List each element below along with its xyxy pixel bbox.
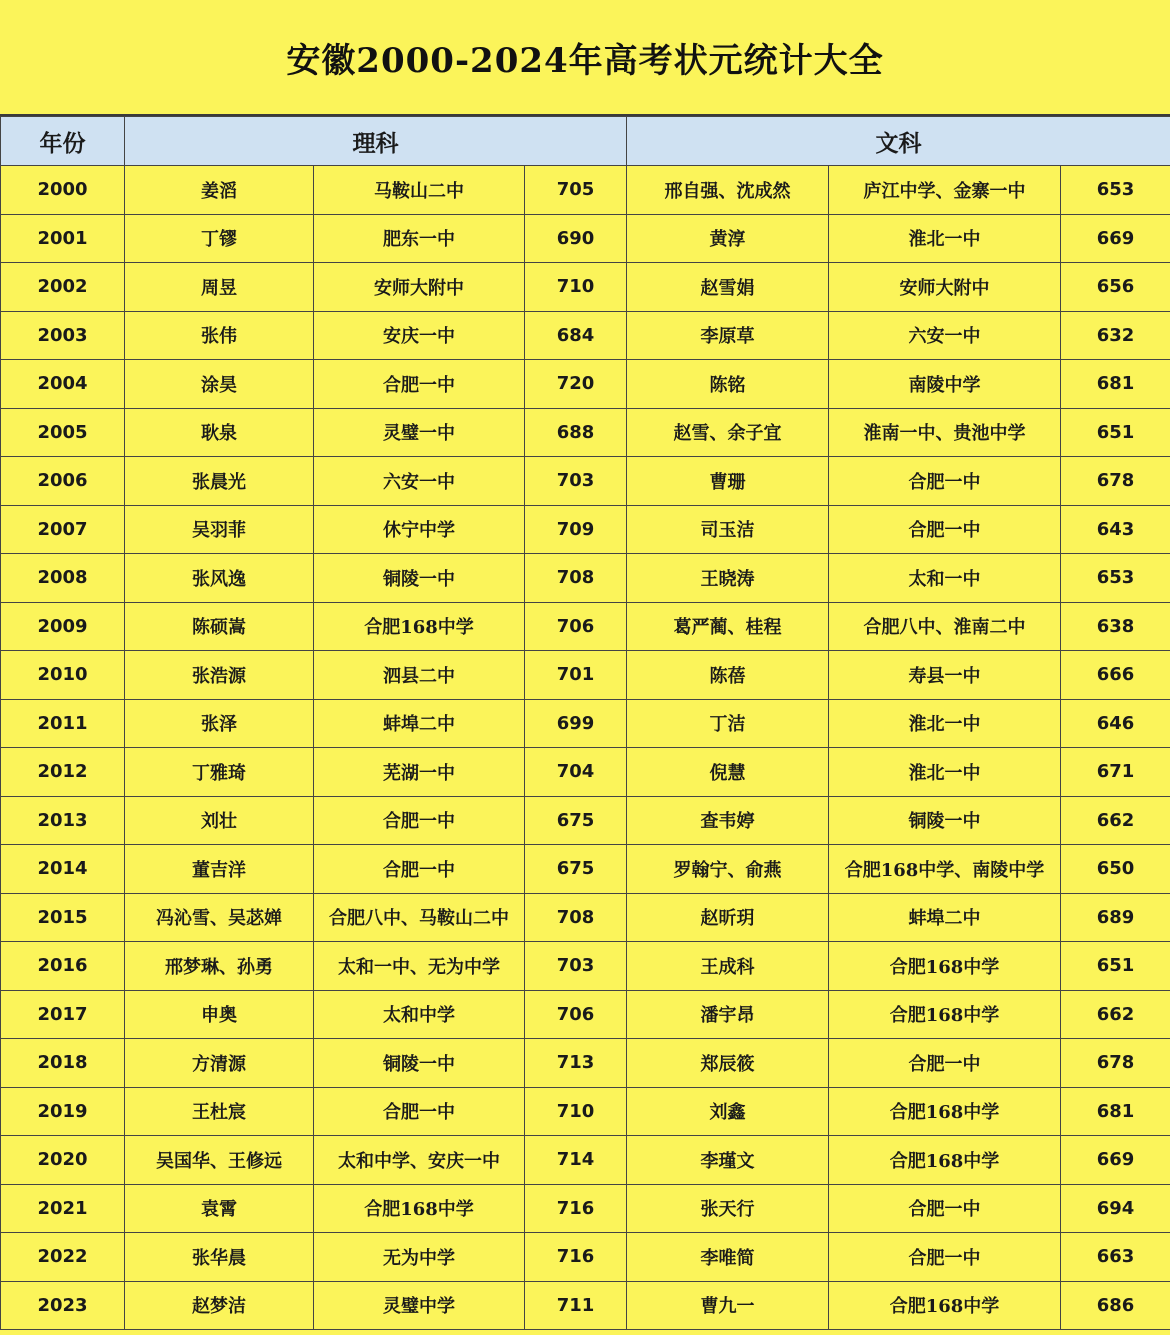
page-title: 安徽2000-2024年高考状元统计大全 [286,40,884,81]
table-row [1,263,1170,312]
table-row [1,990,1170,1039]
science-score-cell: 709 [525,505,627,554]
science-school-cell: 合肥一中 [314,845,525,894]
arts-score-cell: 689 [1061,893,1170,942]
arts-school-cell: 合肥一中 [829,1233,1061,1282]
header-row [1,117,1170,166]
year-cell: 2013 [1,796,125,845]
table-row [1,1087,1170,1136]
science-name-cell: 申奥 [125,990,314,1039]
year-cell: 2000 [1,166,125,215]
science-school-cell: 休宁中学 [314,505,525,554]
table-body [1,166,1170,1330]
science-score-cell: 688 [525,408,627,457]
year-cell: 2002 [1,263,125,312]
year-cell: 2014 [1,845,125,894]
science-score-cell: 714 [525,1136,627,1185]
science-name-cell: 陈硕嵩 [125,602,314,651]
arts-score-cell: 643 [1061,505,1170,554]
arts-name-cell: 刘鑫 [627,1087,829,1136]
table-row [1,796,1170,845]
science-score-cell: 710 [525,1087,627,1136]
arts-name-cell: 司玉洁 [627,505,829,554]
science-name-cell: 吴国华、王修远 [125,1136,314,1185]
title-bar [0,0,1170,116]
arts-name-cell: 罗翰宁、俞燕 [627,845,829,894]
arts-school-cell: 庐江中学、金寨一中 [829,166,1061,215]
arts-school-cell: 合肥168中学、南陵中学 [829,845,1061,894]
science-school-cell: 太和中学 [314,990,525,1039]
arts-name-cell: 李原草 [627,311,829,360]
arts-school-cell: 合肥168中学 [829,1087,1061,1136]
science-score-cell: 684 [525,311,627,360]
science-score-cell: 708 [525,554,627,603]
year-cell: 2011 [1,699,125,748]
science-name-cell: 张泽 [125,699,314,748]
arts-school-cell: 淮南一中、贵池中学 [829,408,1061,457]
arts-name-cell: 郑辰筱 [627,1039,829,1088]
science-name-cell: 董吉洋 [125,845,314,894]
arts-score-cell: 646 [1061,699,1170,748]
arts-school-cell: 六安一中 [829,311,1061,360]
year-cell: 2012 [1,748,125,797]
arts-school-cell: 合肥168中学 [829,990,1061,1039]
arts-school-cell: 淮北一中 [829,748,1061,797]
table-row [1,1184,1170,1233]
science-name-cell: 袁霄 [125,1184,314,1233]
arts-name-cell: 张天行 [627,1184,829,1233]
science-score-cell: 711 [525,1281,627,1330]
science-school-cell: 合肥一中 [314,1087,525,1136]
table-row [1,942,1170,991]
arts-score-cell: 653 [1061,554,1170,603]
table-row [1,166,1170,215]
science-score-cell: 710 [525,263,627,312]
arts-school-cell: 合肥168中学 [829,942,1061,991]
arts-score-cell: 686 [1061,1281,1170,1330]
arts-score-cell: 678 [1061,1039,1170,1088]
year-cell: 2001 [1,214,125,263]
table-row [1,1039,1170,1088]
arts-name-cell: 李瑾文 [627,1136,829,1185]
arts-name-cell: 曹九一 [627,1281,829,1330]
arts-score-cell: 651 [1061,408,1170,457]
arts-name-cell: 曹珊 [627,457,829,506]
science-score-cell: 704 [525,748,627,797]
science-school-cell: 安师大附中 [314,263,525,312]
year-cell: 2017 [1,990,125,1039]
science-school-cell: 合肥168中学 [314,1184,525,1233]
science-school-cell: 太和中学、安庆一中 [314,1136,525,1185]
science-school-cell: 芜湖一中 [314,748,525,797]
arts-score-cell: 678 [1061,457,1170,506]
science-score-cell: 713 [525,1039,627,1088]
results-table [0,116,1170,1330]
year-cell: 2019 [1,1087,125,1136]
arts-score-cell: 681 [1061,1087,1170,1136]
science-name-cell: 姜滔 [125,166,314,215]
table-row [1,360,1170,409]
science-school-cell: 蚌埠二中 [314,699,525,748]
year-cell: 2010 [1,651,125,700]
arts-score-cell: 632 [1061,311,1170,360]
science-name-cell: 张晨光 [125,457,314,506]
arts-name-cell: 丁洁 [627,699,829,748]
arts-score-cell: 694 [1061,1184,1170,1233]
arts-school-cell: 蚌埠二中 [829,893,1061,942]
arts-name-cell: 潘宇昂 [627,990,829,1039]
science-name-cell: 赵梦洁 [125,1281,314,1330]
arts-school-cell: 铜陵一中 [829,796,1061,845]
arts-name-cell: 邢自强、沈成然 [627,166,829,215]
table-row [1,1233,1170,1282]
table-row [1,214,1170,263]
science-score-cell: 716 [525,1184,627,1233]
table-row [1,651,1170,700]
arts-score-cell: 653 [1061,166,1170,215]
science-name-cell: 方清源 [125,1039,314,1088]
arts-score-cell: 662 [1061,990,1170,1039]
science-name-cell: 丁雅琦 [125,748,314,797]
arts-school-cell: 合肥八中、淮南二中 [829,602,1061,651]
year-cell: 2023 [1,1281,125,1330]
arts-name-cell: 赵雪娟 [627,263,829,312]
arts-school-cell: 合肥168中学 [829,1281,1061,1330]
arts-score-cell: 669 [1061,1136,1170,1185]
arts-school-cell: 合肥一中 [829,1184,1061,1233]
science-school-cell: 马鞍山二中 [314,166,525,215]
header-arts: 文科 [627,117,1170,166]
science-school-cell: 太和一中、无为中学 [314,942,525,991]
table-row [1,311,1170,360]
year-cell: 2020 [1,1136,125,1185]
arts-name-cell: 王成科 [627,942,829,991]
year-cell: 2003 [1,311,125,360]
science-score-cell: 675 [525,845,627,894]
arts-school-cell: 安师大附中 [829,263,1061,312]
arts-score-cell: 666 [1061,651,1170,700]
table-row [1,408,1170,457]
year-cell: 2018 [1,1039,125,1088]
science-score-cell: 705 [525,166,627,215]
arts-score-cell: 681 [1061,360,1170,409]
science-name-cell: 张浩源 [125,651,314,700]
table-row [1,505,1170,554]
arts-school-cell: 淮北一中 [829,699,1061,748]
science-school-cell: 灵璧一中 [314,408,525,457]
year-cell: 2009 [1,602,125,651]
science-name-cell: 涂昊 [125,360,314,409]
science-school-cell: 铜陵一中 [314,554,525,603]
science-school-cell: 合肥一中 [314,360,525,409]
year-cell: 2004 [1,360,125,409]
science-score-cell: 706 [525,602,627,651]
arts-score-cell: 656 [1061,263,1170,312]
arts-school-cell: 淮北一中 [829,214,1061,263]
science-school-cell: 合肥八中、马鞍山二中 [314,893,525,942]
science-score-cell: 716 [525,1233,627,1282]
science-school-cell: 安庆一中 [314,311,525,360]
arts-score-cell: 671 [1061,748,1170,797]
year-cell: 2007 [1,505,125,554]
header-year: 年份 [1,117,125,166]
table-row [1,699,1170,748]
arts-school-cell: 合肥一中 [829,505,1061,554]
arts-school-cell: 合肥一中 [829,457,1061,506]
science-name-cell: 张伟 [125,311,314,360]
science-score-cell: 675 [525,796,627,845]
table-row [1,845,1170,894]
arts-name-cell: 查韦婷 [627,796,829,845]
science-name-cell: 刘壮 [125,796,314,845]
science-score-cell: 703 [525,942,627,991]
arts-name-cell: 王晓涛 [627,554,829,603]
science-score-cell: 699 [525,699,627,748]
arts-score-cell: 650 [1061,845,1170,894]
arts-score-cell: 663 [1061,1233,1170,1282]
arts-name-cell: 赵昕玥 [627,893,829,942]
science-name-cell: 丁镠 [125,214,314,263]
year-cell: 2008 [1,554,125,603]
science-school-cell: 无为中学 [314,1233,525,1282]
science-name-cell: 邢梦琳、孙勇 [125,942,314,991]
science-school-cell: 肥东一中 [314,214,525,263]
arts-school-cell: 合肥一中 [829,1039,1061,1088]
science-score-cell: 708 [525,893,627,942]
arts-score-cell: 651 [1061,942,1170,991]
science-school-cell: 铜陵一中 [314,1039,525,1088]
arts-school-cell: 寿县一中 [829,651,1061,700]
arts-score-cell: 638 [1061,602,1170,651]
table-row [1,1136,1170,1185]
arts-name-cell: 葛严蔺、桂程 [627,602,829,651]
year-cell: 2005 [1,408,125,457]
science-school-cell: 六安一中 [314,457,525,506]
year-cell: 2021 [1,1184,125,1233]
science-score-cell: 703 [525,457,627,506]
science-name-cell: 冯沁雪、吴苾婵 [125,893,314,942]
arts-school-cell: 合肥168中学 [829,1136,1061,1185]
science-school-cell: 合肥一中 [314,796,525,845]
table-row [1,748,1170,797]
science-school-cell: 灵璧中学 [314,1281,525,1330]
science-name-cell: 王杜宸 [125,1087,314,1136]
science-score-cell: 701 [525,651,627,700]
science-name-cell: 耿泉 [125,408,314,457]
table-row [1,457,1170,506]
science-score-cell: 690 [525,214,627,263]
science-name-cell: 周昱 [125,263,314,312]
science-name-cell: 张风逸 [125,554,314,603]
arts-name-cell: 倪慧 [627,748,829,797]
arts-score-cell: 669 [1061,214,1170,263]
arts-name-cell: 赵雪、余子宜 [627,408,829,457]
science-school-cell: 合肥168中学 [314,602,525,651]
science-school-cell: 泗县二中 [314,651,525,700]
science-score-cell: 720 [525,360,627,409]
table-row [1,554,1170,603]
year-cell: 2015 [1,893,125,942]
arts-school-cell: 太和一中 [829,554,1061,603]
arts-school-cell: 南陵中学 [829,360,1061,409]
arts-name-cell: 黄淳 [627,214,829,263]
science-name-cell: 吴羽菲 [125,505,314,554]
science-name-cell: 张华晨 [125,1233,314,1282]
table-row [1,602,1170,651]
arts-name-cell: 陈蓓 [627,651,829,700]
year-cell: 2016 [1,942,125,991]
year-cell: 2006 [1,457,125,506]
arts-name-cell: 李唯简 [627,1233,829,1282]
science-score-cell: 706 [525,990,627,1039]
table-row [1,893,1170,942]
arts-name-cell: 陈铭 [627,360,829,409]
table-row [1,1281,1170,1330]
arts-score-cell: 662 [1061,796,1170,845]
header-science: 理科 [125,117,627,166]
year-cell: 2022 [1,1233,125,1282]
